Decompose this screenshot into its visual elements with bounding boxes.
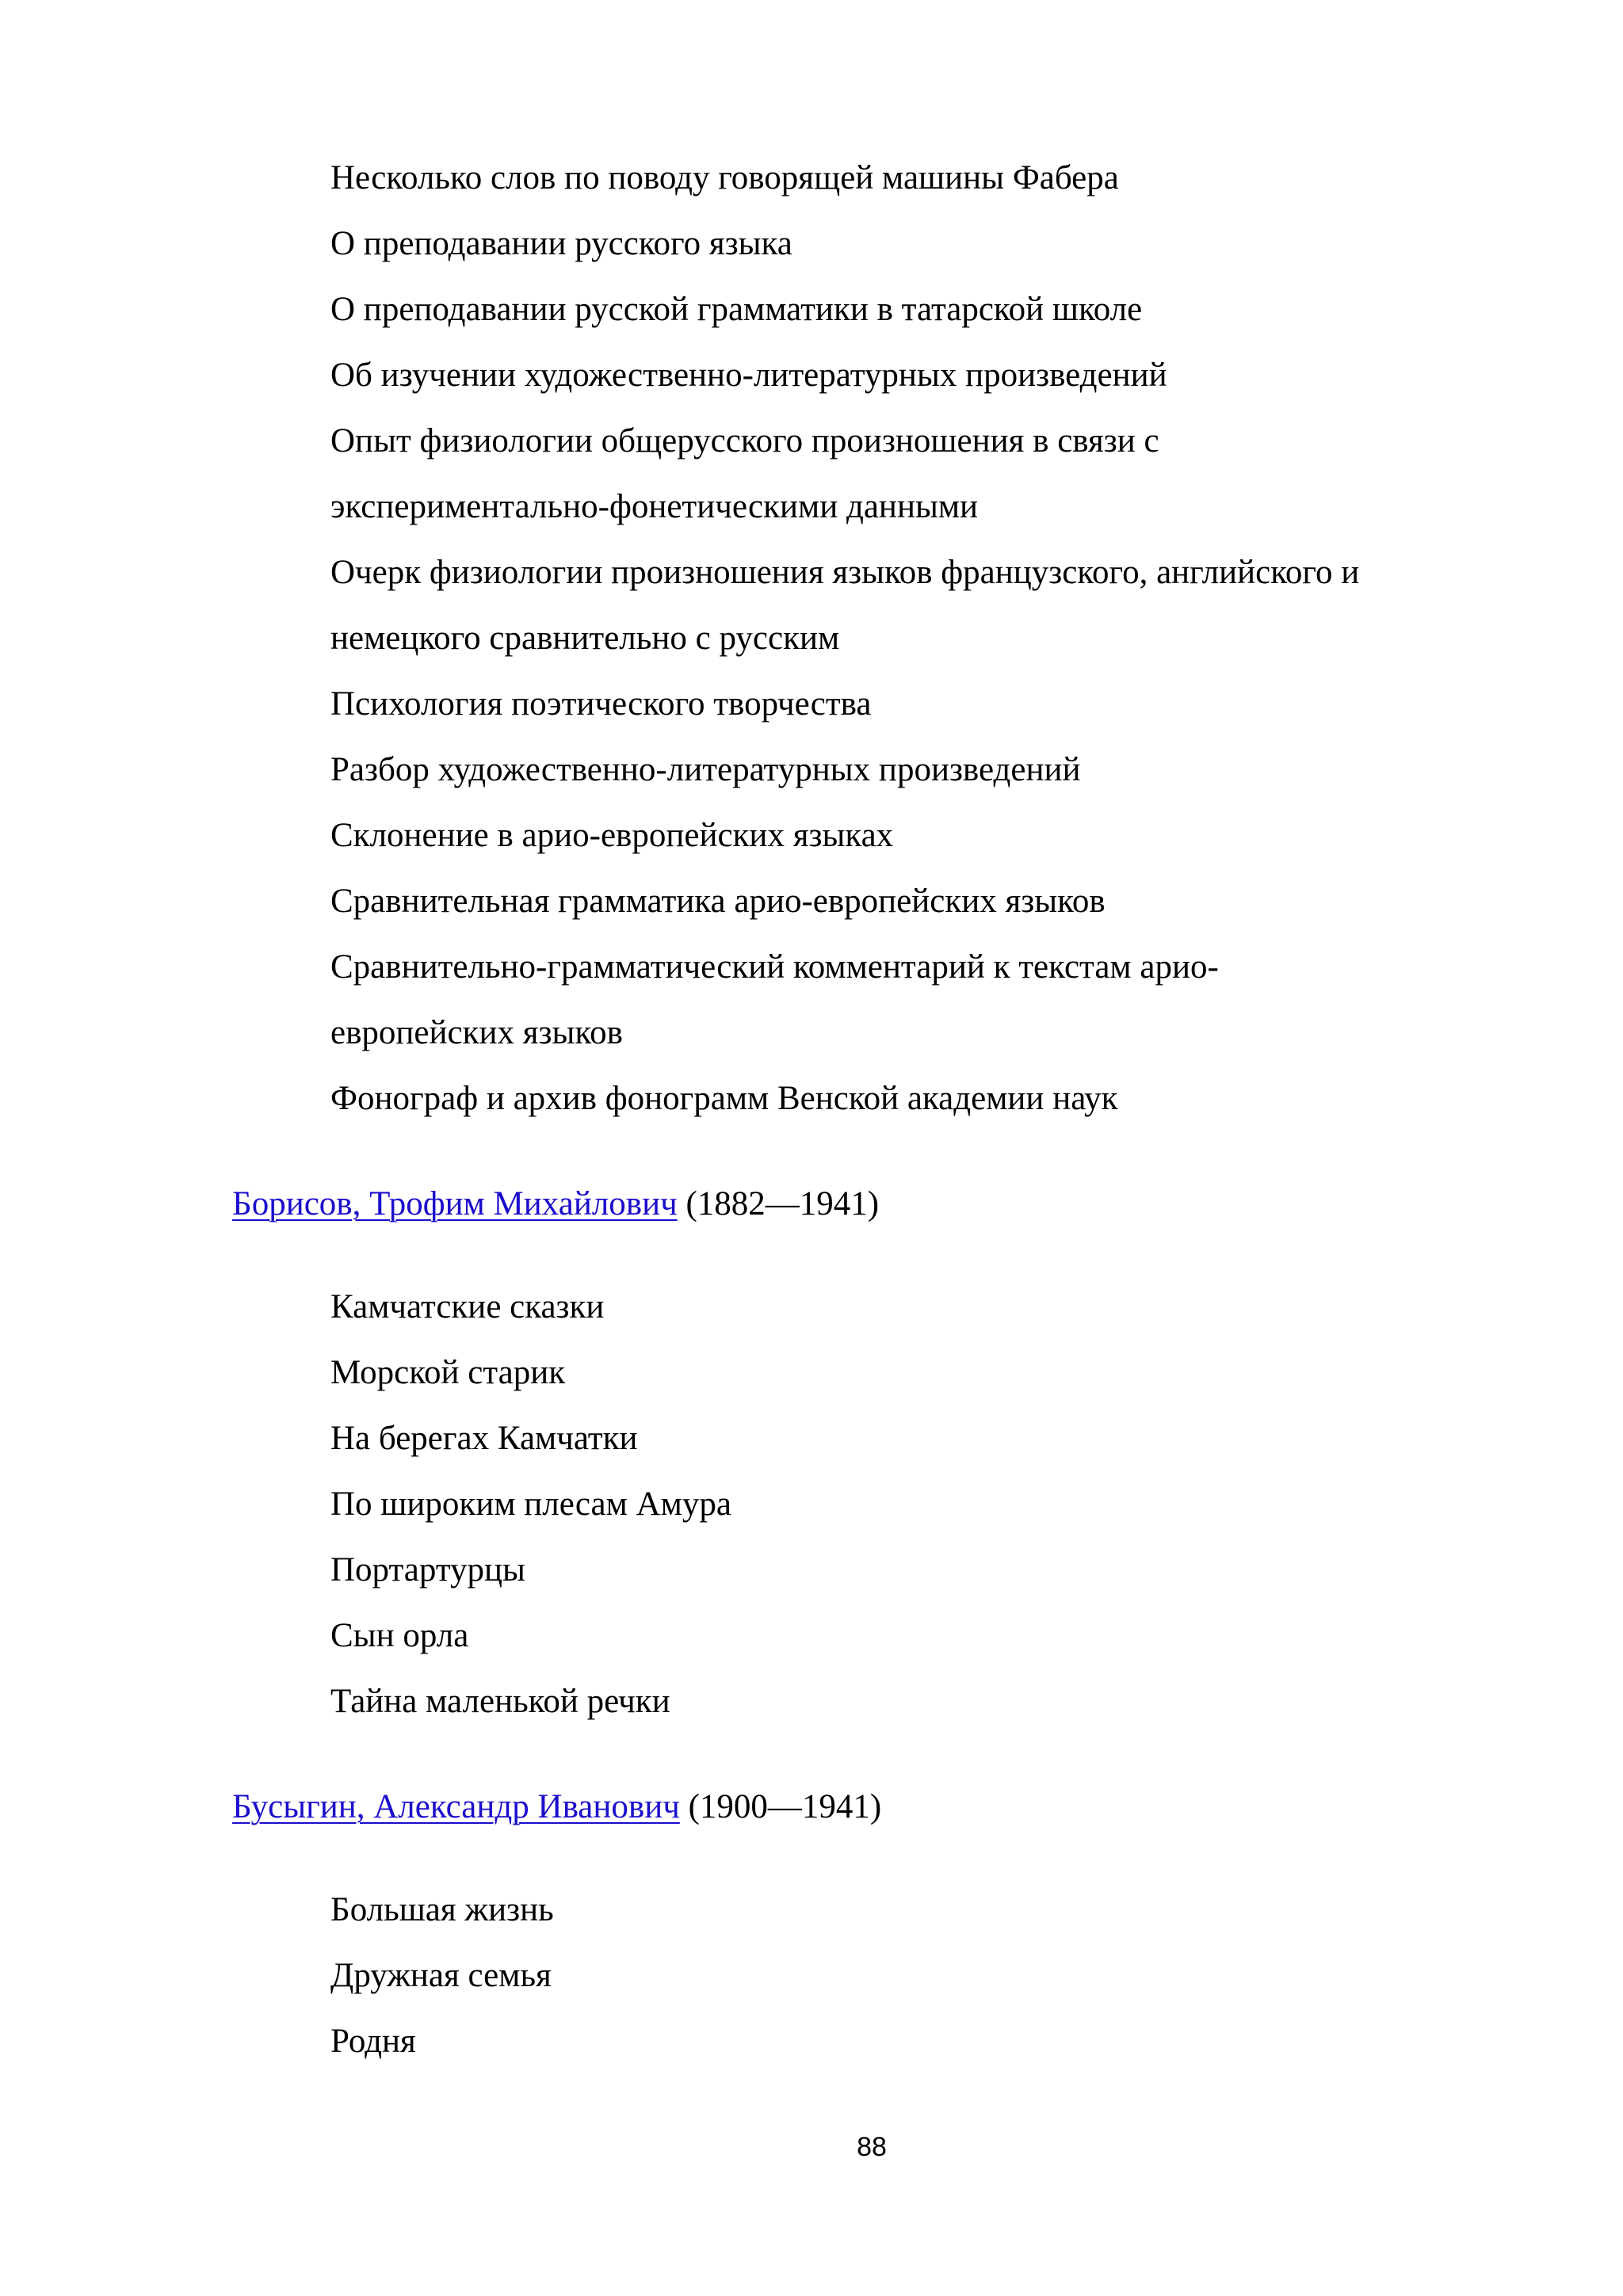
author-link[interactable]: Бусыгин, Александр Иванович <box>232 1788 680 1825</box>
work-title: На берегах Камчатки <box>330 1420 638 1457</box>
author-heading <box>232 1182 879 1226</box>
work-title: Опыт физиологии общерусского произношения в связи с <box>330 422 1159 460</box>
work-title: Дружная семья <box>330 1957 552 1994</box>
work-title: Камчатские сказки <box>330 1288 605 1325</box>
work-title: О преподавании русского языка <box>330 225 792 262</box>
work-title-continuation: экспериментально-фонетическими данными <box>330 488 979 525</box>
work-title: Об изучении художественно-литературных произведений <box>330 357 1167 394</box>
work-title: Очерк физиологии произношения языков французского, английского и <box>330 554 1360 591</box>
page-number: 88 <box>857 2132 887 2162</box>
work-title: Морской старик <box>330 1354 566 1391</box>
work-title-continuation: европейских языков <box>330 1014 623 1051</box>
work-title: Родня <box>330 2023 416 2060</box>
work-title: Большая жизнь <box>330 1891 554 1928</box>
work-title: Сравнительная грамматика арио-европейских языков <box>330 883 1106 920</box>
work-title: О преподавании русской грамматики в татарской школе <box>330 291 1143 328</box>
work-title: Сын орла <box>330 1617 469 1654</box>
work-title: Тайна маленькой речки <box>330 1683 670 1720</box>
work-title: Портартурцы <box>330 1551 525 1589</box>
author-heading <box>232 1785 881 1829</box>
work-title: Психология поэтического творчества <box>330 685 872 723</box>
author-years: (1882—1941) <box>685 1185 880 1222</box>
author-years: (1900—1941) <box>688 1788 882 1825</box>
work-title: Разбор художественно-литературных произведений <box>330 751 1081 788</box>
work-title: Несколько слов по поводу говорящей машины Фабера <box>330 159 1119 196</box>
work-title: Фонограф и архив фонограмм Венской академии наук <box>330 1080 1118 1117</box>
work-title: По широким плесам Амура <box>330 1486 731 1523</box>
work-title: Склонение в арио-европейских языках <box>330 817 894 854</box>
work-title-continuation: немецкого сравнительно с русским <box>330 620 840 657</box>
author-link[interactable]: Борисов, Трофим Михайлович <box>232 1185 678 1222</box>
work-title: Сравнительно-грамматический комментарий к текстам арио- <box>330 948 1219 986</box>
